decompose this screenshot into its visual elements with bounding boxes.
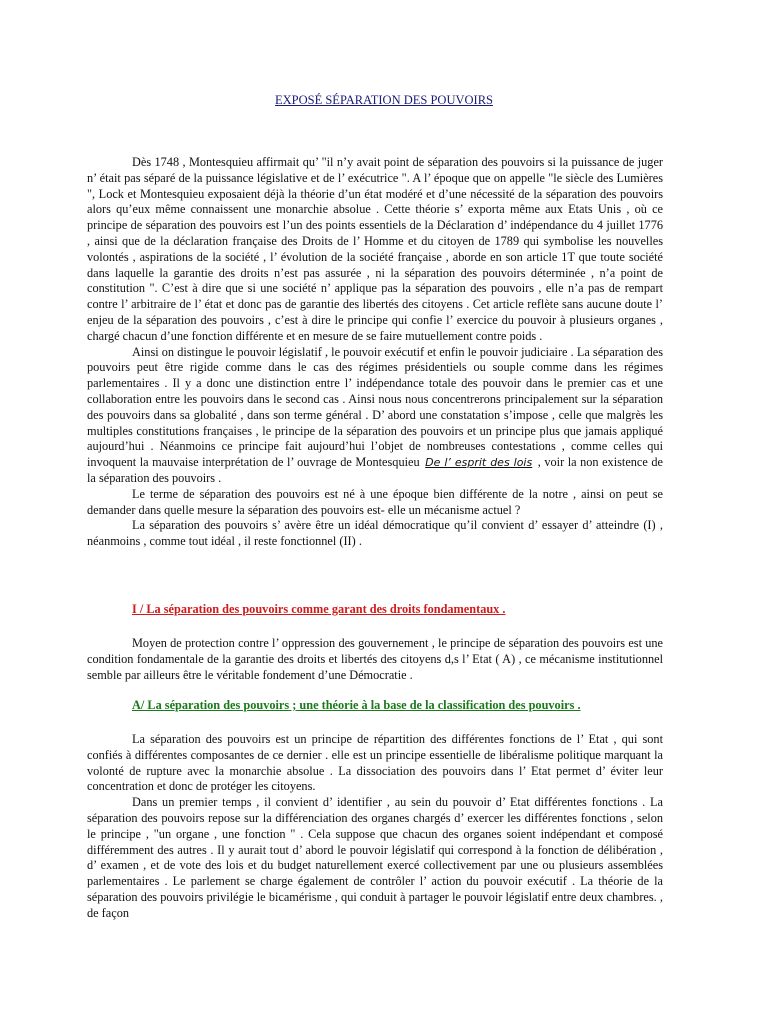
section-1-paragraph: Moyen de protection contre l’ oppression des gouvernement , le principe de séparation des pouvoirs est une condition fondamentale de la garantie des droits et libertés des citoyens d,s l’ Etat ( A) , ce mécanisme institutionnel semble par ailleurs être le véritable fondement d’une Démocratie . (87, 636, 663, 682)
intro-paragraph-1: Dès 1748 , Montesquieu affirmait qu’ "il n’y avait point de séparation des pouvoirs si la puissance de juger n’ était pas séparé de la puissance législative et de l’ exécutrice ". A l’ époque que on appelle "le siècle des Lumières ", Lock et Montesquieu exposaient déjà la théorie d’un état modéré et d’une nécessité de la séparation des pouvoirs alors qu’eux même connaissent une monarchie absolue . Cette théorie s’ exporta même aux Etats Unis , où ce principe de séparation des pouvoirs est l’un des points essentiels de la Déclaration d’ indépendance du 4 juillet 1776 , ainsi que de la déclaration française des Droits de l’ Homme et du citoyen de 1789 qui symbolise les nouvelles volontés , aspirations de la société , l’ évolution de la société française , aborde en son article 1T que toute société dans laquelle la garantie des droits n’est pas assurée , ni la séparation des pouvoirs déterminée , n’a point de constitution ". C’est à dire que si une société n’ applique pas la séparation des pouvoirs , elle n’a pas de rempart contre l’ arbitraire de l’ état et donc pas de garantie des libertés des citoyens . Cet article reflète sans aucune doute l’ enjeu de la séparation des pouvoirs , c’est à dire le principe qui confie l’ exercice du pouvoir à plusieurs organes , chargé chacun d’une fonction différente et en mesure de se faire mutuellement contre poids . (87, 155, 663, 343)
subsection-a-body (87, 732, 663, 922)
section-1-body (87, 636, 663, 683)
document-title: EXPOSÉ SÉPARATION DES POUVOIRS (275, 93, 493, 107)
intro-paragraph-2-end: , voir la non existence de la séparation des pouvoirs . (87, 455, 663, 485)
work-title-link: De l’ esprit des lois (425, 456, 533, 470)
intro-paragraph-2 (87, 345, 663, 487)
subsection-a-heading: A/ La séparation des pouvoirs ; une théorie à la base de la classification des pouvoirs . (132, 698, 581, 712)
section-1-heading: I / La séparation des pouvoirs comme garant des droits fondamentaux . (132, 602, 506, 616)
intro-paragraph-2-text: Ainsi on distingue le pouvoir législatif , le pouvoir exécutif et enfin le pouvoir judiciaire . La séparation des pouvoirs peut être rigide comme dans le cas des régimes présidentiels ou souple comme dans les régimes parlementaires . Il y a donc une distinction entre l’ indépendance totale des pouvoir dans le premier cas et une collaboration entre les pouvoirs dans le second cas . Ainsi nous nous concentrerons principalement sur la séparation des pouvoirs dans sa globalité , dans son terme général . D’ abord une constatation s’impose , celle que malgrès les multiples constitutions françaises , le principe de la séparation des pouvoirs et un principe plus que jamais appliqué aujourd’hui . Néanmoins ce principe fait aujourd’hui l’objet de nombreuses contestations , comme celles qui invoquent la mauvaise interprétation de l’ ouvrage de Montesquieu (87, 344, 663, 470)
subsection-a-paragraph-2: Dans un premier temps , il convient d’ identifier , au sein du pouvoir d’ Etat différentes fonctions . La séparation des pouvoirs repose sur la différenciation des organes chargés d’ exercer les différentes fonctions , selon le principe , "un organe , une fonction " . Cela suppose que chacun des organes soient indépendant et composé différemment des autres . Il y aurait tout d’ abord le pouvoir législatif qui correspond à la fonction de délibération , d’ examen , et de vote des lois et du budget naturellement exercé collectivement par une ou plusieurs assemblées parlementaires . Le parlement se charge également de contrôler l’ action du pouvoir exécutif . La théorie de la séparation des pouvoirs privilégie le bicamérisme , qui conduit à partager le pouvoir législatif entre deux chambres. , de façon (87, 795, 663, 920)
introduction (87, 155, 663, 550)
intro-paragraph-3: Le terme de séparation des pouvoirs est né à une époque bien différente de la notre , ainsi on peut se demander dans quelle mesure la séparation des pouvoirs est- elle un mécanisme actuel ? (87, 486, 663, 517)
subsection-a-paragraph-1: La séparation des pouvoirs est un principe de répartition des différentes fonctions de l’ Etat , qui sont confiés à différentes composantes de ce dernier . elle est un principe essentielle de libéralisme politique marquant la volonté de rupture avec la monarchie absolue . La dissociation des pouvoirs dans l’ Etat permet d’ éviter leur concentration et donc de protéger les citoyens. (87, 732, 663, 794)
intro-paragraph-4: La séparation des pouvoirs s’ avère être un idéal démocratique qu’il convient d’ essayer d’ atteindre (I) , néanmoins , comme tout idéal , il reste fonctionnel (II) . (87, 518, 663, 549)
